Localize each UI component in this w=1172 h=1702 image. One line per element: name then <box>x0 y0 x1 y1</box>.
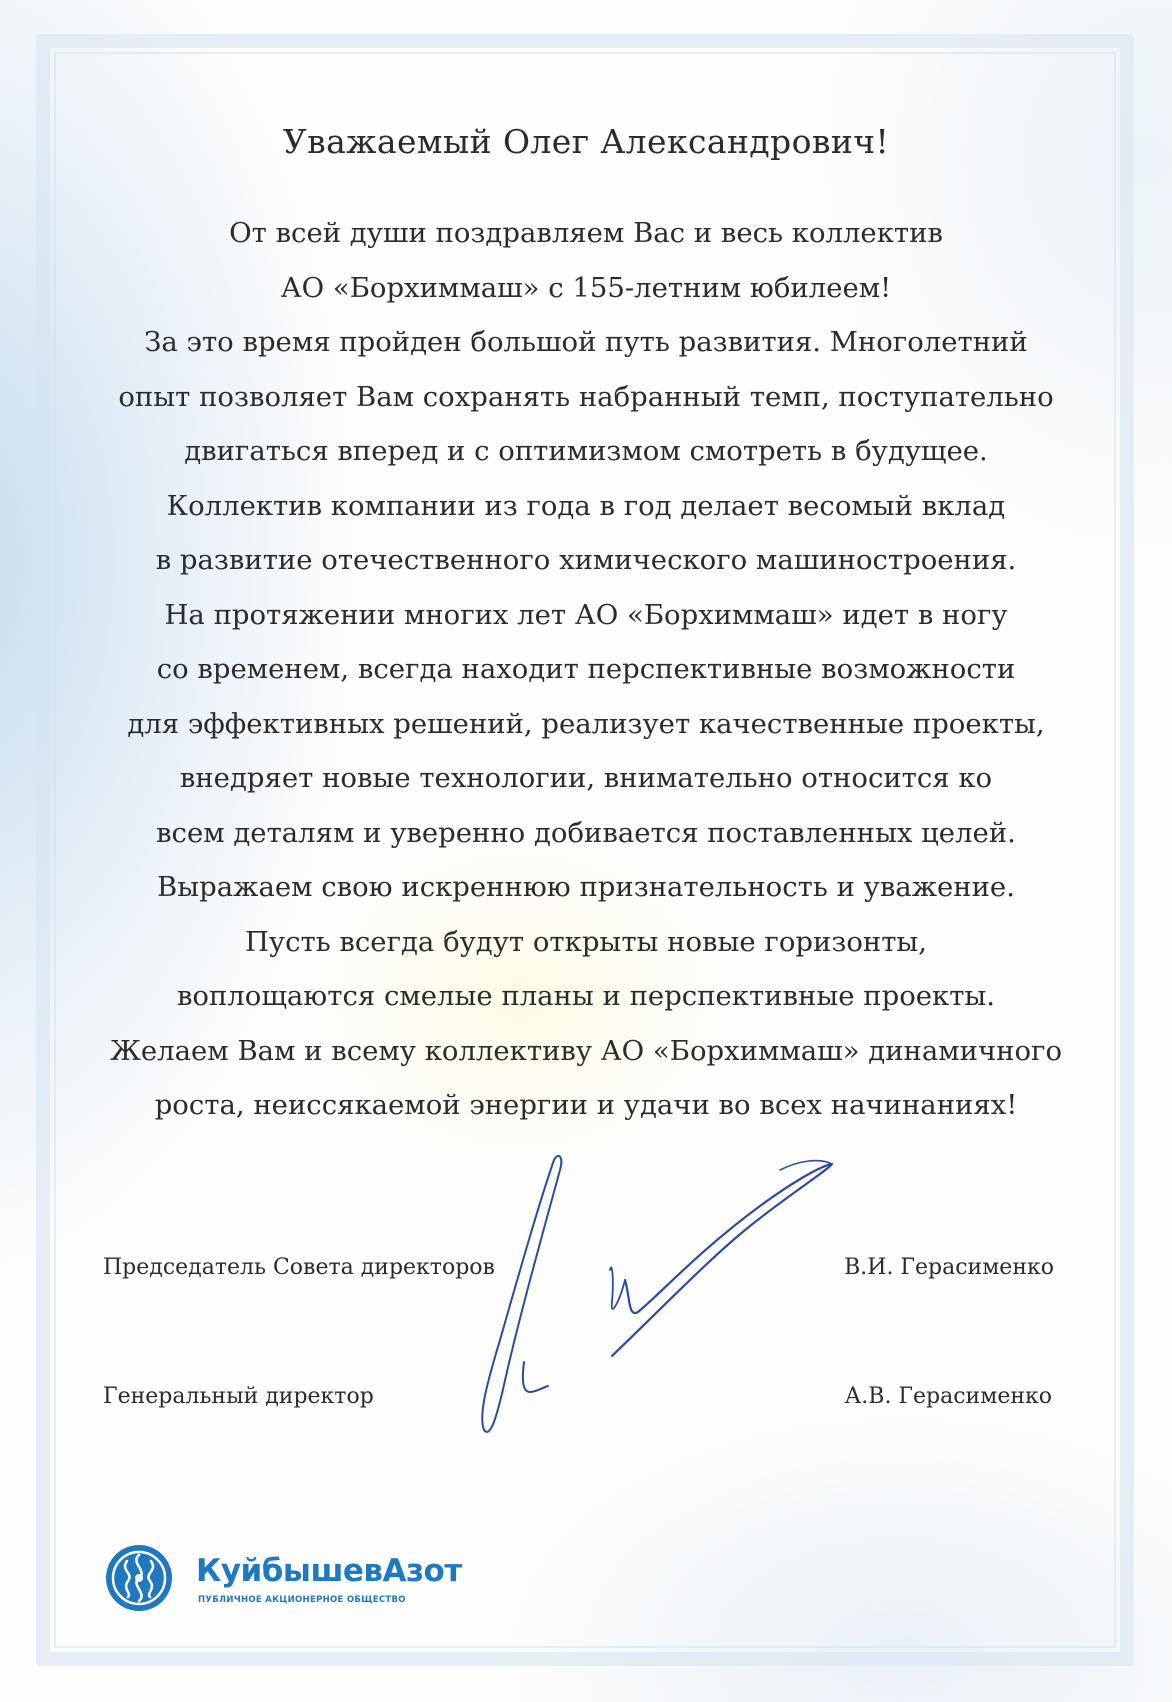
body-line: Коллектив компании из года в год делает весомый вклад <box>166 489 1006 522</box>
signatory-name-director: А.В. Герасименко <box>844 1384 1052 1409</box>
salutation: Уважаемый Олег Александрович! <box>282 122 890 161</box>
body-line: воплощаются смелые планы и перспективные проекты. <box>176 980 996 1012</box>
body-line: роста, неиссякаемой энергии и удачи во всех начинаниях! <box>154 1089 1018 1121</box>
body-line: двигаться вперед и с оптимизмом смотреть в будущее. <box>184 435 988 467</box>
body-line: За это время пройден большой путь развития. Многолетний <box>144 326 1028 358</box>
handwritten-signatures <box>460 1130 920 1460</box>
company-logo-icon <box>104 1543 174 1613</box>
body-line: со временем, всегда находит перспективные возможности <box>156 653 1016 685</box>
body-line: От всей души поздравляем Вас и весь коллектив <box>229 217 943 249</box>
company-logo-subtitle: ПУБЛИЧНОЕ АКЦИОНЕРНОЕ ОБЩЕСТВО <box>198 1595 406 1605</box>
letter-body <box>40 206 1132 1133</box>
body-line: всем деталям и уверенно добивается поставленных целей. <box>156 816 1016 849</box>
body-line: АО «Борхиммаш» с 155-летним юбилеем! <box>280 271 892 304</box>
body-line: Пусть всегда будут открыты новые горизонты, <box>244 925 928 958</box>
body-line: в развитие отечественного химического машиностроения. <box>155 544 1017 576</box>
signatory-title-chairman: Председатель Совета директоров <box>103 1255 495 1280</box>
body-line: Желаем Вам и всему коллективу АО «Борхиммаш» динамичного <box>110 1034 1062 1067</box>
body-line: На протяжении многих лет АО «Борхиммаш» идет в ногу <box>164 598 1008 631</box>
body-line: внедряет новые технологии, внимательно относится ко <box>179 762 993 794</box>
body-line: Выражаем свою искреннюю признательность и уважение. <box>157 871 1015 903</box>
signatory-name-chairman: В.И. Герасименко <box>844 1255 1054 1280</box>
signatory-title-director: Генеральный директор <box>103 1384 374 1409</box>
company-logo <box>104 1543 464 1615</box>
company-logo-name: КуйбышевАзот <box>196 1553 462 1589</box>
body-line: опыт позволяет Вам сохранять набранный темп, поступательно <box>118 380 1054 413</box>
body-line: для эффективных решений, реализует качественные проекты, <box>127 707 1045 740</box>
